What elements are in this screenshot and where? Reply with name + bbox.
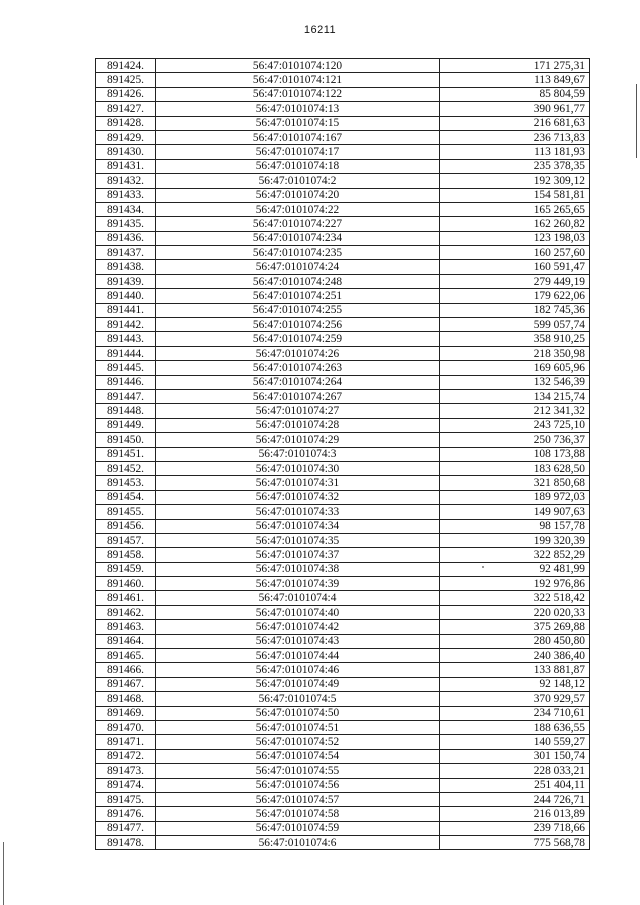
- table-row: [96, 692, 590, 706]
- row-number-cell: 891456.: [96, 519, 156, 533]
- table-row: [96, 375, 590, 389]
- cadastral-value-cell: 154 581,81: [440, 188, 590, 202]
- table-row: [96, 246, 590, 260]
- cadastral-number-cell: 56:47:0101074:227: [156, 217, 440, 231]
- cadastral-number-cell: 56:47:0101074:30: [156, 461, 440, 475]
- cadastral-value-cell: 192 309,12: [440, 174, 590, 188]
- table-row: [96, 231, 590, 245]
- cadastral-number-cell: 56:47:0101074:121: [156, 73, 440, 87]
- table-row: [96, 361, 590, 375]
- cadastral-number-cell: 56:47:0101074:248: [156, 274, 440, 288]
- cadastral-number-cell: 56:47:0101074:263: [156, 361, 440, 375]
- cadastral-number-cell: 56:47:0101074:46: [156, 663, 440, 677]
- table-row: [96, 577, 590, 591]
- row-number-cell: 891443.: [96, 332, 156, 346]
- cadastral-value-cell: 182 745,36: [440, 303, 590, 317]
- cadastral-number-cell: 56:47:0101074:57: [156, 792, 440, 806]
- cadastral-value-cell: 188 636,55: [440, 720, 590, 734]
- row-number-cell: 891447.: [96, 389, 156, 403]
- cadastral-value-cell: 189 972,03: [440, 490, 590, 504]
- cadastral-number-cell: 56:47:0101074:6: [156, 836, 440, 850]
- cadastral-number-cell: 56:47:0101074:29: [156, 433, 440, 447]
- table-row: [96, 130, 590, 144]
- row-number-cell: 891444.: [96, 346, 156, 360]
- table-row: [96, 735, 590, 749]
- row-number-cell: 891464.: [96, 634, 156, 648]
- cadastral-number-cell: 56:47:0101074:51: [156, 720, 440, 734]
- cadastral-number-cell: 56:47:0101074:17: [156, 145, 440, 159]
- cadastral-number-cell: 56:47:0101074:259: [156, 332, 440, 346]
- cadastral-number-cell: 56:47:0101074:44: [156, 649, 440, 663]
- cadastral-value-cell: 228 033,21: [440, 764, 590, 778]
- cadastral-value-cell: 85 804,59: [440, 87, 590, 101]
- table-row: [96, 418, 590, 432]
- table-row: [96, 706, 590, 720]
- row-number-cell: 891470.: [96, 720, 156, 734]
- cadastral-value-cell: 171 275,31: [440, 59, 590, 73]
- page-number: 16211: [303, 24, 337, 36]
- table-row: [96, 87, 590, 101]
- cadastral-value-cell: 775 568,78: [440, 836, 590, 850]
- cadastral-number-cell: 56:47:0101074:251: [156, 289, 440, 303]
- cadastral-number-cell: 56:47:0101074:26: [156, 346, 440, 360]
- cadastral-number-cell: 56:47:0101074:27: [156, 404, 440, 418]
- table-row: [96, 433, 590, 447]
- row-number-cell: 891448.: [96, 404, 156, 418]
- cadastral-value-cell: 199 320,39: [440, 533, 590, 547]
- row-number-cell: 891442.: [96, 318, 156, 332]
- table-row: [96, 389, 590, 403]
- row-number-cell: 891458.: [96, 548, 156, 562]
- table-row: [96, 649, 590, 663]
- cadastral-value-cell: 216 681,63: [440, 116, 590, 130]
- row-number-cell: 891473.: [96, 764, 156, 778]
- cadastral-value-cell: 113 849,67: [440, 73, 590, 87]
- cadastral-value-cell: 370 929,57: [440, 692, 590, 706]
- row-number-cell: 891439.: [96, 274, 156, 288]
- row-number-cell: 891452.: [96, 461, 156, 475]
- cadastral-number-cell: 56:47:0101074:13: [156, 102, 440, 116]
- table-row: [96, 792, 590, 806]
- cadastral-number-cell: 56:47:0101074:234: [156, 231, 440, 245]
- cadastral-number-cell: 56:47:0101074:54: [156, 749, 440, 763]
- row-number-cell: 891457.: [96, 533, 156, 547]
- cadastral-number-cell: 56:47:0101074:43: [156, 634, 440, 648]
- table-row: [96, 591, 590, 605]
- table-row: [96, 318, 590, 332]
- table-row: [96, 188, 590, 202]
- row-number-cell: 891476.: [96, 807, 156, 821]
- cadastral-number-cell: 56:47:0101074:38: [156, 562, 440, 576]
- row-number-cell: 891451.: [96, 447, 156, 461]
- cadastral-value-cell: 149 907,63: [440, 505, 590, 519]
- table-row: [96, 821, 590, 835]
- table-row: [96, 533, 590, 547]
- cadastral-value-cell: 280 450,80: [440, 634, 590, 648]
- row-number-cell: 891436.: [96, 231, 156, 245]
- row-number-cell: 891463.: [96, 620, 156, 634]
- row-number-cell: 891477.: [96, 821, 156, 835]
- cadastral-number-cell: 56:47:0101074:52: [156, 735, 440, 749]
- table-row: [96, 289, 590, 303]
- table-row: [96, 346, 590, 360]
- table-row: [96, 807, 590, 821]
- table-row: [96, 778, 590, 792]
- cadastral-value-cell: 234 710,61: [440, 706, 590, 720]
- row-number-cell: 891429.: [96, 130, 156, 144]
- row-number-cell: 891459.: [96, 562, 156, 576]
- row-number-cell: 891475.: [96, 792, 156, 806]
- table-row: [96, 663, 590, 677]
- cadastral-value-cell: 162 260,82: [440, 217, 590, 231]
- table-row: [96, 73, 590, 87]
- row-number-cell: 891471.: [96, 735, 156, 749]
- scan-edge-mark: [636, 84, 637, 158]
- cadastral-value-cell: 599 057,74: [440, 318, 590, 332]
- cadastral-value-cell: 179 622,06: [440, 289, 590, 303]
- row-number-cell: 891435.: [96, 217, 156, 231]
- cadastral-value-cell: 169 605,96: [440, 361, 590, 375]
- table-row: [96, 202, 590, 216]
- table-row: [96, 562, 590, 576]
- row-number-cell: 891446.: [96, 375, 156, 389]
- cadastral-number-cell: 56:47:0101074:37: [156, 548, 440, 562]
- cadastral-value-cell: 132 546,39: [440, 375, 590, 389]
- cadastral-value-cell: 160 591,47: [440, 260, 590, 274]
- cadastral-value-cell: 165 265,65: [440, 202, 590, 216]
- row-number-cell: 891425.: [96, 73, 156, 87]
- row-number-cell: 891467.: [96, 677, 156, 691]
- table-row: [96, 260, 590, 274]
- cadastral-number-cell: 56:47:0101074:122: [156, 87, 440, 101]
- table-row: [96, 764, 590, 778]
- row-number-cell: 891424.: [96, 59, 156, 73]
- row-number-cell: 891438.: [96, 260, 156, 274]
- table-row: [96, 159, 590, 173]
- cadastral-value-cell: 390 961,77: [440, 102, 590, 116]
- row-number-cell: 891449.: [96, 418, 156, 432]
- row-number-cell: 891474.: [96, 778, 156, 792]
- row-number-cell: 891437.: [96, 246, 156, 260]
- table-row: [96, 332, 590, 346]
- cadastral-number-cell: 56:47:0101074:59: [156, 821, 440, 835]
- row-number-cell: 891466.: [96, 663, 156, 677]
- row-number-cell: 891441.: [96, 303, 156, 317]
- cadastral-value-table: [95, 58, 590, 850]
- cadastral-number-cell: 56:47:0101074:256: [156, 318, 440, 332]
- table-row: [96, 677, 590, 691]
- row-number-cell: 891428.: [96, 116, 156, 130]
- table-row: [96, 303, 590, 317]
- row-number-cell: 891433.: [96, 188, 156, 202]
- cadastral-value-cell: 279 449,19: [440, 274, 590, 288]
- row-number-cell: 891468.: [96, 692, 156, 706]
- scan-edge-mark: [3, 842, 4, 905]
- cadastral-value-cell: 220 020,33: [440, 605, 590, 619]
- cadastral-value-cell: 239 718,66: [440, 821, 590, 835]
- cadastral-number-cell: 56:47:0101074:5: [156, 692, 440, 706]
- row-number-cell: 891465.: [96, 649, 156, 663]
- cadastral-number-cell: 56:47:0101074:28: [156, 418, 440, 432]
- cadastral-number-cell: 56:47:0101074:255: [156, 303, 440, 317]
- table-row: [96, 59, 590, 73]
- row-number-cell: 891469.: [96, 706, 156, 720]
- cadastral-number-cell: 56:47:0101074:20: [156, 188, 440, 202]
- cadastral-value-cell: 192 976,86: [440, 577, 590, 591]
- table-row: [96, 476, 590, 490]
- table-row: [96, 217, 590, 231]
- table-row: [96, 461, 590, 475]
- row-number-cell: 891431.: [96, 159, 156, 173]
- cadastral-number-cell: 56:47:0101074:24: [156, 260, 440, 274]
- cadastral-value-cell: 236 713,83: [440, 130, 590, 144]
- cadastral-number-cell: 56:47:0101074:39: [156, 577, 440, 591]
- cadastral-number-cell: 56:47:0101074:3: [156, 447, 440, 461]
- row-number-cell: 891454.: [96, 490, 156, 504]
- row-number-cell: 891455.: [96, 505, 156, 519]
- cadastral-value-cell: 123 198,03: [440, 231, 590, 245]
- table-row: [96, 620, 590, 634]
- cadastral-value-cell: 251 404,11: [440, 778, 590, 792]
- cadastral-value-cell: 375 269,88: [440, 620, 590, 634]
- table-row: [96, 116, 590, 130]
- cadastral-value-cell: 133 881,87: [440, 663, 590, 677]
- cadastral-value-cell: 160 257,60: [440, 246, 590, 260]
- row-number-cell: 891430.: [96, 145, 156, 159]
- cadastral-value-cell: 140 559,27: [440, 735, 590, 749]
- cadastral-value-cell: 92 481,99: [440, 562, 590, 576]
- table-row: [96, 102, 590, 116]
- cadastral-value-cell: 113 181,93: [440, 145, 590, 159]
- row-number-cell: 891450.: [96, 433, 156, 447]
- table-row: [96, 605, 590, 619]
- table-row: [96, 447, 590, 461]
- cadastral-number-cell: 56:47:0101074:58: [156, 807, 440, 821]
- row-number-cell: 891453.: [96, 476, 156, 490]
- cadastral-number-cell: 56:47:0101074:55: [156, 764, 440, 778]
- table-row: [96, 505, 590, 519]
- cadastral-number-cell: 56:47:0101074:235: [156, 246, 440, 260]
- cadastral-value-cell: 322 518,42: [440, 591, 590, 605]
- table-row: [96, 519, 590, 533]
- row-number-cell: 891472.: [96, 749, 156, 763]
- table-row: [96, 490, 590, 504]
- cadastral-number-cell: 56:47:0101074:2: [156, 174, 440, 188]
- cadastral-number-cell: 56:47:0101074:22: [156, 202, 440, 216]
- row-number-cell: 891445.: [96, 361, 156, 375]
- cadastral-value-cell: 218 350,98: [440, 346, 590, 360]
- table-row: [96, 836, 590, 850]
- cadastral-number-cell: 56:47:0101074:120: [156, 59, 440, 73]
- cadastral-value-cell: 250 736,37: [440, 433, 590, 447]
- table-row: [96, 145, 590, 159]
- row-number-cell: 891461.: [96, 591, 156, 605]
- table-row: [96, 749, 590, 763]
- cadastral-value-cell: 244 726,71: [440, 792, 590, 806]
- cadastral-number-cell: 56:47:0101074:15: [156, 116, 440, 130]
- cadastral-value-cell: 358 910,25: [440, 332, 590, 346]
- row-number-cell: 891462.: [96, 605, 156, 619]
- cadastral-number-cell: 56:47:0101074:4: [156, 591, 440, 605]
- cadastral-number-cell: 56:47:0101074:267: [156, 389, 440, 403]
- cadastral-number-cell: 56:47:0101074:40: [156, 605, 440, 619]
- cadastral-number-cell: 56:47:0101074:31: [156, 476, 440, 490]
- cadastral-value-cell: 301 150,74: [440, 749, 590, 763]
- table-row: [96, 720, 590, 734]
- cadastral-number-cell: 56:47:0101074:32: [156, 490, 440, 504]
- cadastral-number-cell: 56:47:0101074:264: [156, 375, 440, 389]
- table-row: [96, 174, 590, 188]
- cadastral-value-cell: 322 852,29: [440, 548, 590, 562]
- cadastral-value-cell: 243 725,10: [440, 418, 590, 432]
- table-row: [96, 548, 590, 562]
- cadastral-value-cell: 216 013,89: [440, 807, 590, 821]
- cadastral-number-cell: 56:47:0101074:56: [156, 778, 440, 792]
- cadastral-value-cell: 321 850,68: [440, 476, 590, 490]
- table-row: [96, 404, 590, 418]
- cadastral-value-cell: 134 215,74: [440, 389, 590, 403]
- cadastral-value-cell: 98 157,78: [440, 519, 590, 533]
- cadastral-value-cell: 183 628,50: [440, 461, 590, 475]
- cadastral-number-cell: 56:47:0101074:18: [156, 159, 440, 173]
- row-number-cell: 891440.: [96, 289, 156, 303]
- row-number-cell: 891432.: [96, 174, 156, 188]
- table-row: [96, 634, 590, 648]
- cadastral-number-cell: 56:47:0101074:49: [156, 677, 440, 691]
- table-body: [96, 59, 590, 850]
- cadastral-number-cell: 56:47:0101074:50: [156, 706, 440, 720]
- table-row: [96, 274, 590, 288]
- cadastral-value-cell: 212 341,32: [440, 404, 590, 418]
- cadastral-number-cell: 56:47:0101074:42: [156, 620, 440, 634]
- row-number-cell: 891434.: [96, 202, 156, 216]
- row-number-cell: 891426.: [96, 87, 156, 101]
- cadastral-value-cell: 240 386,40: [440, 649, 590, 663]
- row-number-cell: 891460.: [96, 577, 156, 591]
- cadastral-number-cell: 56:47:0101074:167: [156, 130, 440, 144]
- cadastral-number-cell: 56:47:0101074:34: [156, 519, 440, 533]
- cadastral-number-cell: 56:47:0101074:33: [156, 505, 440, 519]
- row-number-cell: 891478.: [96, 836, 156, 850]
- cadastral-value-cell: 92 148,12: [440, 677, 590, 691]
- cadastral-value-cell: 108 173,88: [440, 447, 590, 461]
- cadastral-number-cell: 56:47:0101074:35: [156, 533, 440, 547]
- cadastral-value-cell: 235 378,35: [440, 159, 590, 173]
- row-number-cell: 891427.: [96, 102, 156, 116]
